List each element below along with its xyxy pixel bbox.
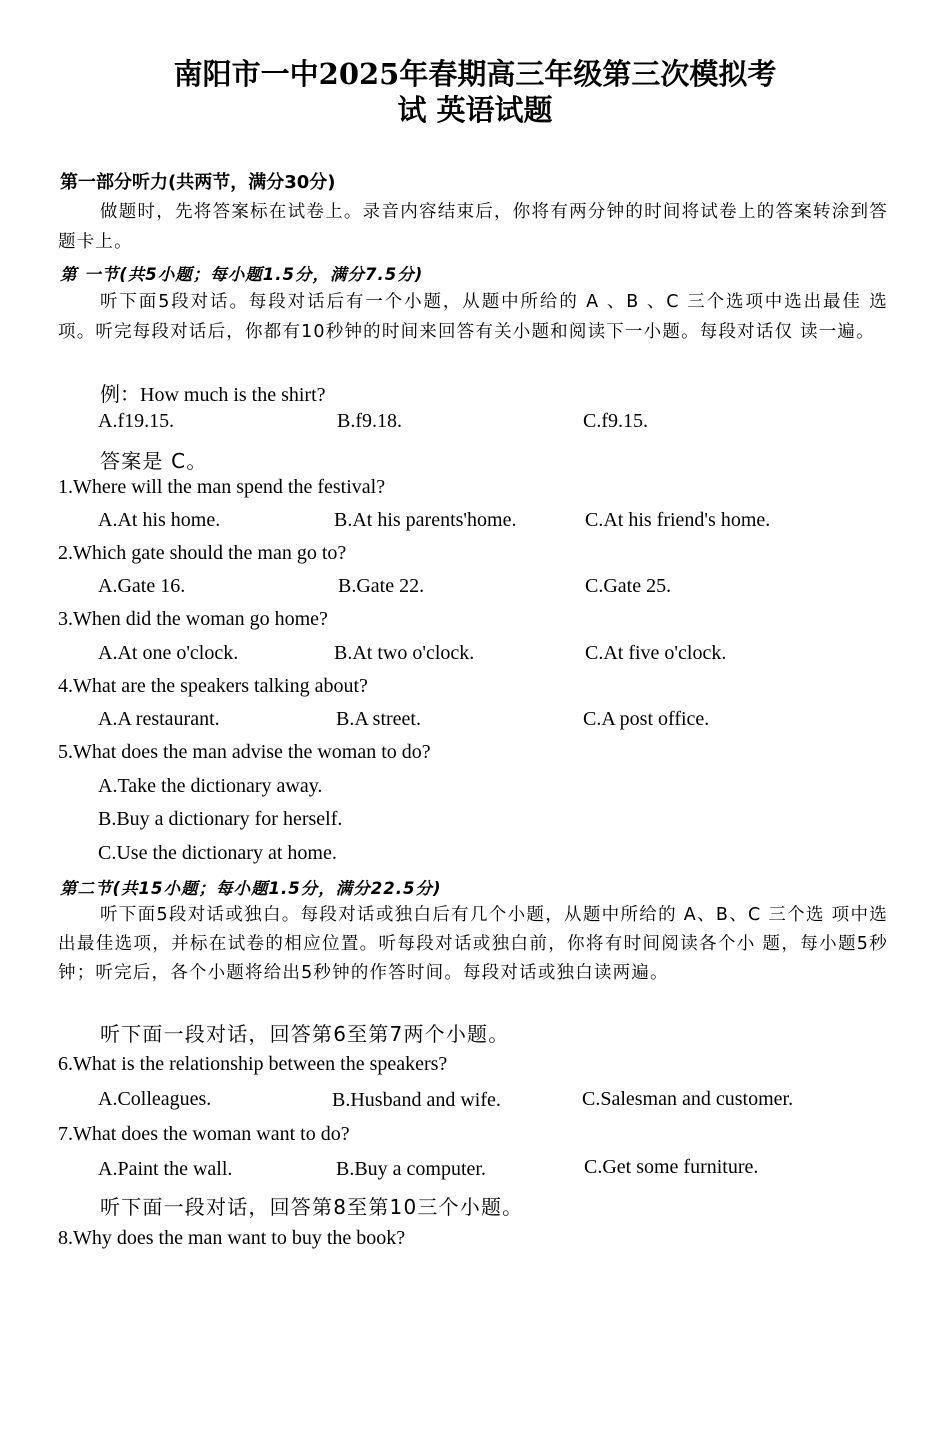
question-7: 7.What does the woman want to do? <box>58 1123 350 1145</box>
q1-option-b: B.At his parents'home. <box>334 509 517 531</box>
example-option-a: A.f19.15. <box>98 410 175 432</box>
q1-option-a: A.At his home. <box>98 509 221 531</box>
q5-option-a: A.Take the dictionary away. <box>98 775 323 797</box>
section2-instruction-1: 听下面一段对话，回答第6至第7两个小题。 <box>100 1022 510 1046</box>
q3-option-c: C.At five o'clock. <box>585 642 727 664</box>
question-3: 3.When did the woman go home? <box>58 608 328 630</box>
question-5: 5.What does the man advise the woman to do? <box>58 741 431 763</box>
q2-option-b: B.Gate 22. <box>338 575 425 597</box>
q4-option-a: A.A restaurant. <box>98 708 220 730</box>
q3-option-b: B.At two o'clock. <box>334 642 475 664</box>
q4-option-c: C.A post office. <box>583 708 710 730</box>
section2-instruction-2: 听下面一段对话，回答第8至第10三个小题。 <box>100 1195 524 1219</box>
example-answer: 答案是 C。 <box>100 449 208 473</box>
section1-heading: 第 一节(共5小题；每小题1.5分，满分7.5分) <box>60 265 424 284</box>
q4-option-b: B.A street. <box>336 708 421 730</box>
question-6: 6.What is the relationship between the speakers? <box>58 1053 448 1075</box>
question-2: 2.Which gate should the man go to? <box>58 542 347 564</box>
q7-option-c: C.Get some furniture. <box>584 1156 759 1178</box>
q1-option-c: C.At his friend's home. <box>585 509 771 531</box>
q6-option-c: C.Salesman and customer. <box>582 1088 794 1110</box>
q6-option-a: A.Colleagues. <box>98 1088 212 1110</box>
q5-option-c: C.Use the dictionary at home. <box>98 842 337 864</box>
question-8: 8.Why does the man want to buy the book? <box>58 1227 406 1249</box>
section1-intro: 听下面5段对话。每段对话后有一个小题，从题中所给的 A 、B 、C 三个选项中选出最佳 选项。听完每段对话后，你都有10秒钟的时间来回答有关小题和阅读下一小题。每段对话仅 读一遍。 <box>58 292 888 342</box>
part1-intro: 做题时，先将答案标在试卷上。录音内容结束后，你将有两分钟的时间将试卷上的答案转涂到答题卡上。 <box>58 202 888 252</box>
question-1: 1.Where will the man spend the festival? <box>58 476 386 498</box>
exam-title-line1: 南阳市一中2025年春期高三年级第三次模拟考 <box>173 57 777 91</box>
q5-option-b: B.Buy a dictionary for herself. <box>98 808 343 830</box>
q3-option-a: A.At one o'clock. <box>98 642 239 664</box>
q7-option-a: A.Paint the wall. <box>98 1158 233 1180</box>
section2-intro: 听下面5段对话或独白。每段对话或独白后有几个小题，从题中所给的 A、B、C 三个选 项中选出最佳选项，并标在试卷的相应位置。听每段对话或独白前，你将有时间阅读各个小 题，每小题5秒钟；听完后，各个小题将给出5秒钟的作答时间。每段对话或独白读两遍。 <box>58 905 888 983</box>
q2-option-a: A.Gate 16. <box>98 575 186 597</box>
example-option-b: B.f9.18. <box>337 410 402 432</box>
part1-heading: 第一部分听力(共两节，满分30分) <box>60 172 336 193</box>
exam-title-line2: 试 英语试题 <box>397 93 553 127</box>
example-option-c: C.f9.15. <box>583 410 648 432</box>
q2-option-c: C.Gate 25. <box>585 575 672 597</box>
example-question: 例：How much is the shirt? <box>100 384 326 406</box>
q7-option-b: B.Buy a computer. <box>336 1158 486 1180</box>
question-4: 4.What are the speakers talking about? <box>58 675 368 697</box>
q6-option-b: B.Husband and wife. <box>332 1089 501 1111</box>
section2-heading: 第二节(共15小题；每小题1.5分，满分22.5分) <box>60 879 442 898</box>
